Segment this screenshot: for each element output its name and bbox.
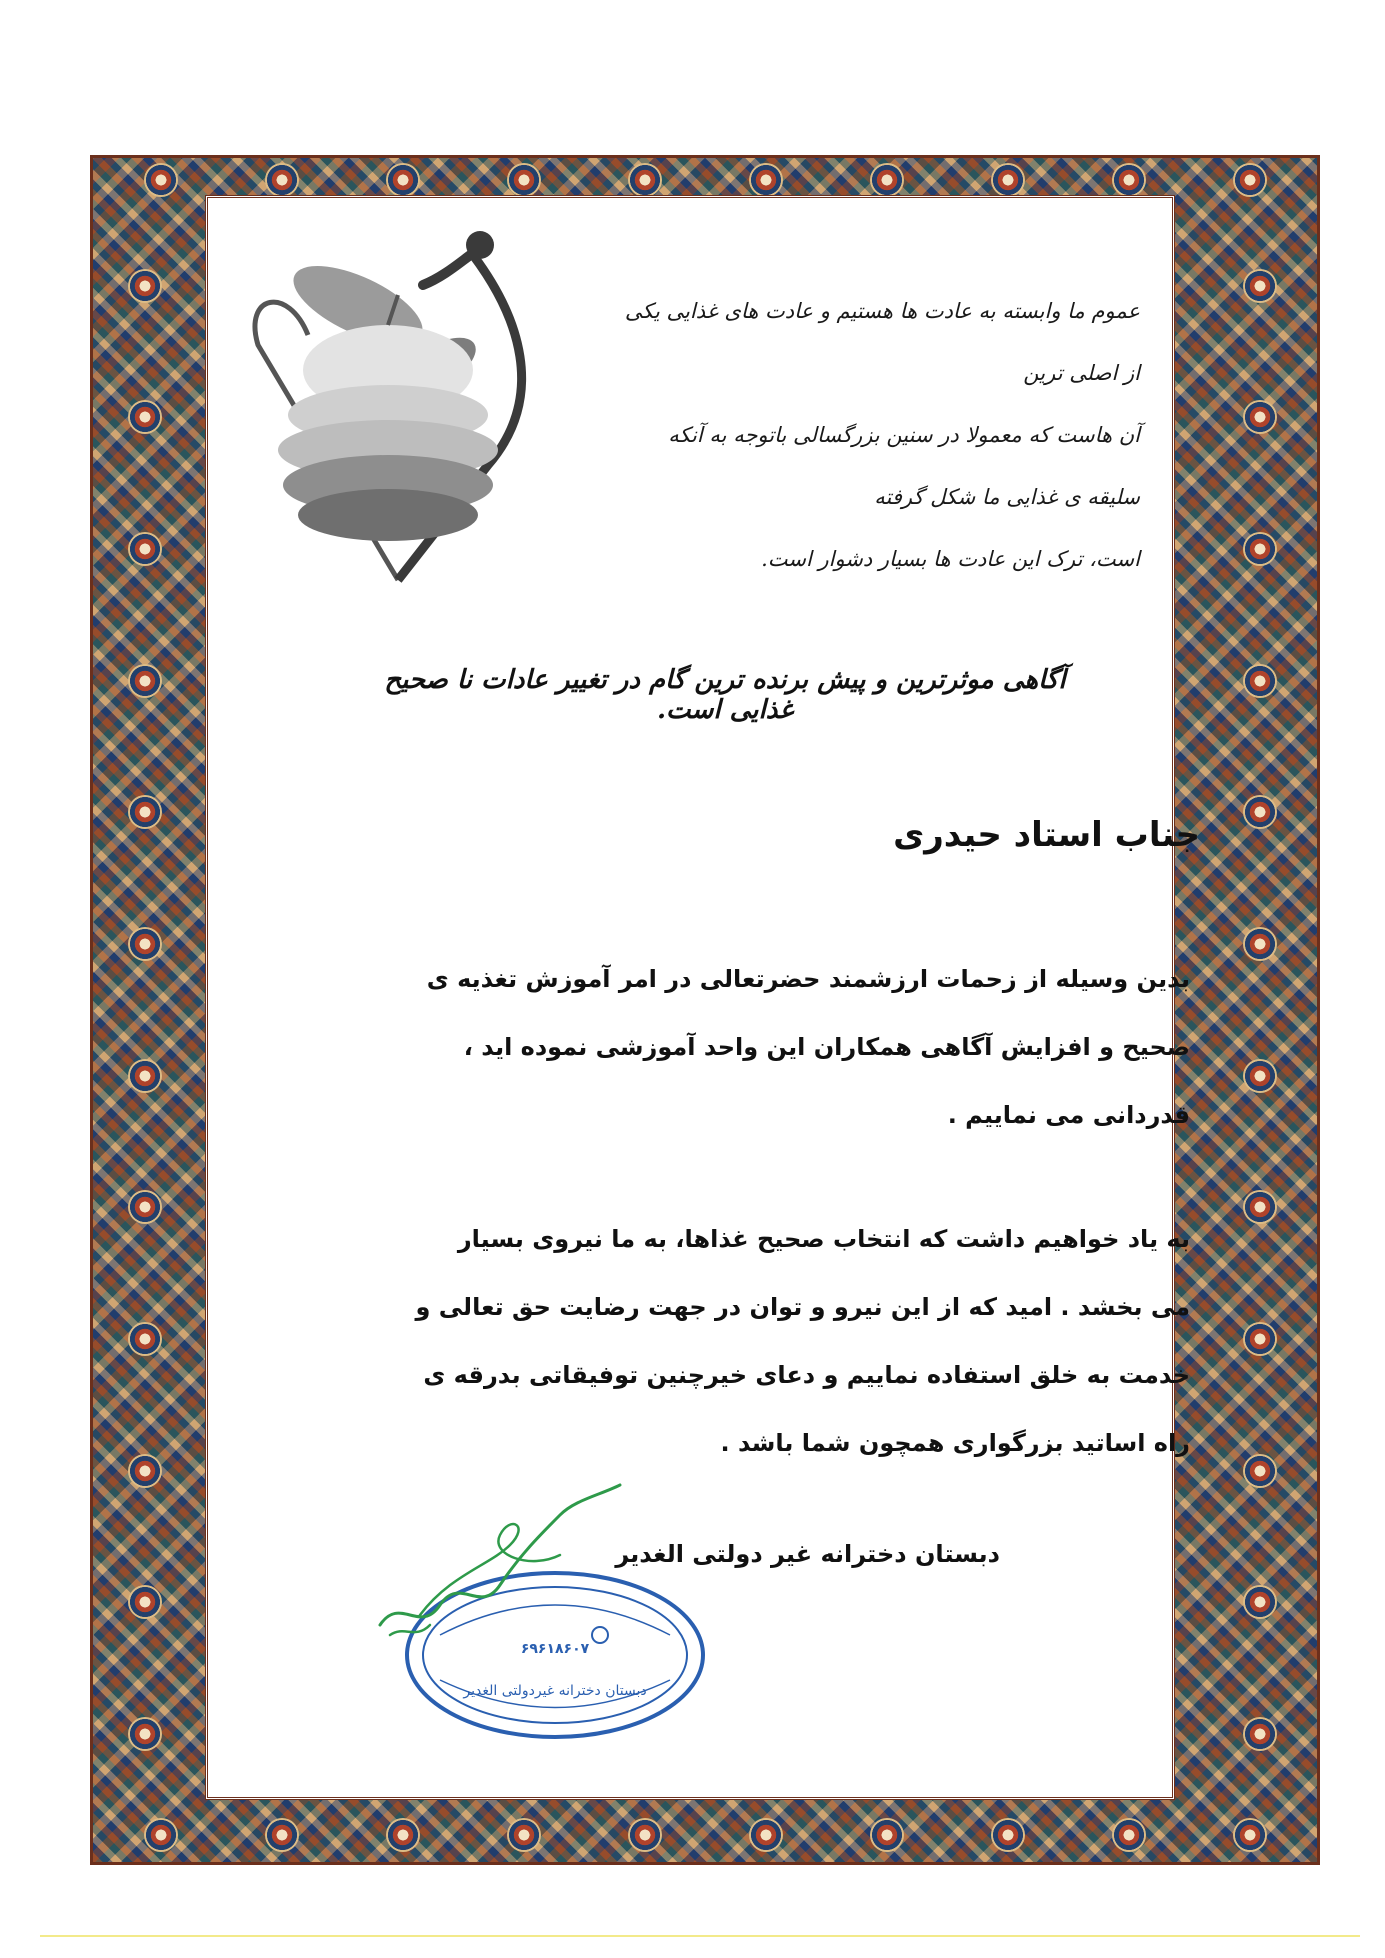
rosette-ornament	[1233, 163, 1267, 197]
rosette-ornament	[128, 1717, 162, 1751]
slogan: آگاهی موثرترین و پیش برنده ترین گام در تغییر عادات نا صحیح غذایی است.	[384, 665, 1066, 725]
paragraph-line: می بخشد . امید که از این نیرو و توان در جهت رضایت حق تعالی و	[415, 1293, 1190, 1321]
nutrition-logo	[248, 215, 578, 585]
rosette-ornament	[128, 1059, 162, 1093]
rosette-ornament	[1243, 1059, 1277, 1093]
rosette-ornament	[1243, 532, 1277, 566]
appreciation-paragraph	[290, 945, 1190, 1149]
rosette-ornament	[128, 1454, 162, 1488]
paragraph-line: صحیح و افزایش آگاهی همکاران این واحد آموزشی نموده اید ،	[463, 1033, 1190, 1061]
rosette-ornament	[749, 163, 783, 197]
rosette-ornament	[1233, 1818, 1267, 1852]
paragraph-line: خدمت به خلق استفاده نماییم و دعای خیرچنین توفیقاتی بدرقه ی	[423, 1361, 1190, 1389]
rosette-ornament	[128, 400, 162, 434]
rosette-ornament	[1243, 927, 1277, 961]
rosette-ornament	[1243, 1322, 1277, 1356]
rosette-ornament	[128, 795, 162, 829]
rosette-ornament	[870, 1818, 904, 1852]
border-ornaments-bottom	[100, 1818, 1310, 1852]
rosette-ornament	[1112, 1818, 1146, 1852]
school-name: دبستان دخترانه غیر دولتی الغدیر	[615, 1540, 1000, 1568]
intro-line: عموم ما وابسته به عادت ها هستیم و عادت های غذایی یکی از اصلی ترین	[624, 299, 1140, 385]
rosette-ornament	[386, 1818, 420, 1852]
paragraph-line: به یاد خواهیم داشت که انتخاب صحیح غذاها، به ما نیروی بسیار	[457, 1225, 1190, 1253]
rosette-ornament	[128, 927, 162, 961]
scan-artifact-line	[40, 1935, 1360, 1937]
recipient-name: جناب استاد حیدری	[893, 815, 1200, 855]
rosette-ornament	[1112, 163, 1146, 197]
wishes-paragraph	[290, 1205, 1190, 1477]
rosette-ornament	[128, 1190, 162, 1224]
rosette-ornament	[749, 1818, 783, 1852]
rosette-ornament	[628, 1818, 662, 1852]
rosette-ornament	[128, 269, 162, 303]
rosette-ornament	[870, 163, 904, 197]
stamp-school-name: دبستان دخترانه غیردولتی الغدیر	[463, 1683, 647, 1699]
rosette-ornament	[628, 163, 662, 197]
signature	[360, 1475, 660, 1655]
rosette-ornament	[507, 163, 541, 197]
border-ornaments-left	[125, 220, 165, 1800]
border-ornaments-top	[100, 163, 1310, 197]
rosette-ornament	[1243, 400, 1277, 434]
rosette-ornament	[1243, 1190, 1277, 1224]
intro-text	[620, 280, 1140, 590]
rosette-ornament	[1243, 1585, 1277, 1619]
rosette-ornament	[386, 163, 420, 197]
rosette-ornament	[144, 1818, 178, 1852]
rosette-ornament	[128, 1322, 162, 1356]
rosette-ornament	[991, 1818, 1025, 1852]
border-ornaments-right	[1240, 220, 1280, 1800]
rosette-ornament	[1243, 1717, 1277, 1751]
rosette-ornament	[128, 532, 162, 566]
rosette-ornament	[144, 163, 178, 197]
intro-line: آن هاست که معمولا در سنین بزرگسالی باتوجه به آنکه سلیقه ی غذایی ما شکل گرفته	[668, 423, 1140, 509]
intro-line: است، ترک این عادت ها بسیار دشوار است.	[761, 547, 1140, 571]
rosette-ornament	[1243, 1454, 1277, 1488]
paragraph-line: راه اساتید بزرگواری همچون شما باشد .	[720, 1429, 1190, 1457]
paragraph-line: بدین وسیله از زحمات ارزشمند حضرتعالی در امر آموزش تغذیه ی	[426, 965, 1190, 993]
rosette-ornament	[1243, 664, 1277, 698]
rosette-ornament	[128, 1585, 162, 1619]
paragraph-line: قدردانی می نماییم .	[947, 1101, 1190, 1129]
rosette-ornament	[265, 163, 299, 197]
stamp-phone: ۶۹۶۱۸۶۰۷	[520, 1641, 590, 1657]
rosette-ornament	[265, 1818, 299, 1852]
rosette-ornament	[507, 1818, 541, 1852]
rosette-ornament	[128, 664, 162, 698]
rosette-ornament	[1243, 795, 1277, 829]
rosette-ornament	[1243, 269, 1277, 303]
rosette-ornament	[991, 163, 1025, 197]
